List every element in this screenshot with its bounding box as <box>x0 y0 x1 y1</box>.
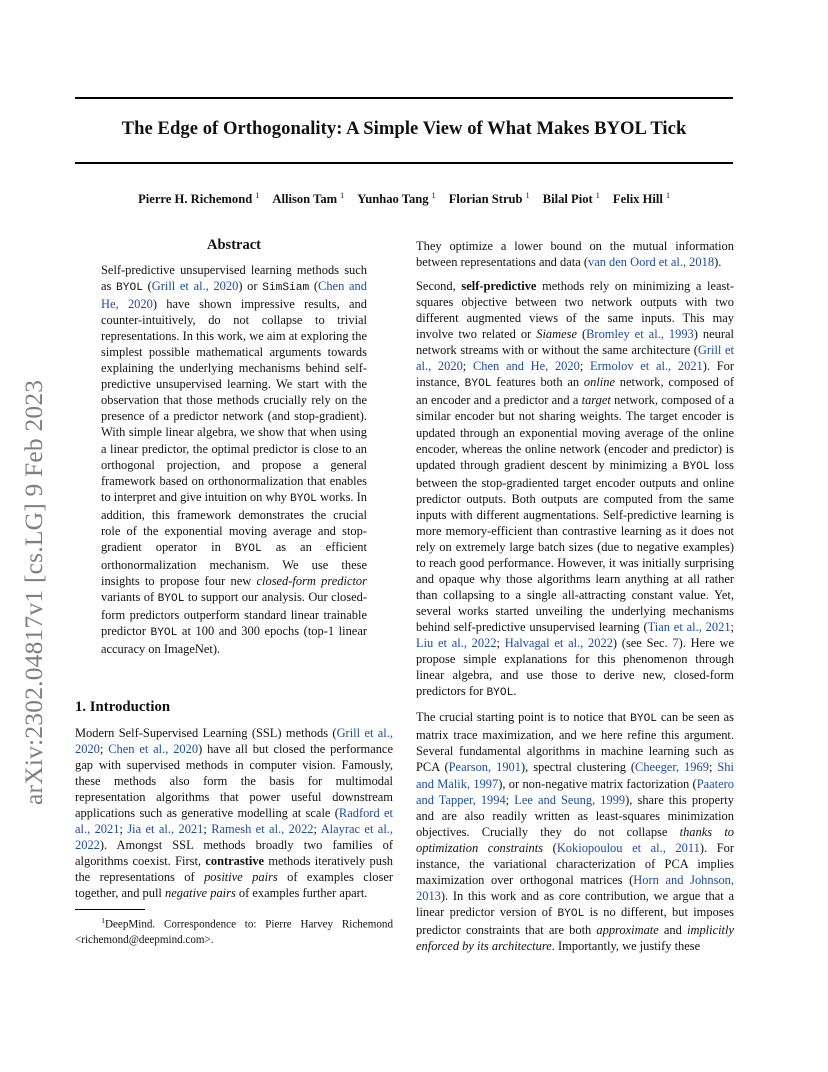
citation-link[interactable]: Lee and Seung, 1999 <box>514 792 626 807</box>
citation-link[interactable]: Chen and He, 2020 <box>472 359 580 374</box>
citation-link[interactable]: Grill et al., 2020 <box>416 343 734 374</box>
citation-link[interactable]: Chen et al., 2020 <box>108 742 199 757</box>
citation-link[interactable]: Ramesh et al., 2022 <box>211 822 314 837</box>
author: Bilal Piot $^1$ <box>542 191 600 207</box>
citation-link[interactable]: Paatero and Tapper, 1994 <box>416 776 734 807</box>
paper-title: The Edge of Orthogonality: A Simple View of What Makes BYOL Tick <box>121 118 687 139</box>
title-rule-bottom <box>75 162 733 164</box>
citation-link[interactable]: Tian et al., 2021 <box>647 620 731 635</box>
citation-link[interactable]: Grill et al., 2020 <box>151 279 239 294</box>
citation-link[interactable]: van den Oord et al., 2018 <box>587 255 715 270</box>
citation-link[interactable]: Cheeger, 1969 <box>635 760 709 775</box>
author-list <box>75 191 733 207</box>
author: Felix Hill $^1$ <box>612 191 670 207</box>
footnote: $^1$DeepMind. Correspondence to: Pierre Harvey Richemond <richemond@deepmind.com>. <box>75 916 393 946</box>
citation-link[interactable]: Bromley et al., 1993 <box>586 327 694 342</box>
citation-link[interactable]: Horn and Johnson, 2013 <box>416 872 734 903</box>
introduction-body: Modern Self-Supervised Learning (SSL) methods (Grill et al., 2020; Chen et al., 2020) have all but closed the performance gap with supervised methods in computer vision. Famously, these methods also form the basis for multimodal representation algorithms that power useful downstream applications such as generative modelling at scale (Radford et al., 2021; Jia et al., 2021; Ramesh et al., 2022; Alayrac et al., 2022). Amongst SSL methods broadly two families of algorithms coexist. First, contrastive methods iteratively push the representations of positive pairs of examples closer together, and pull negative pairs of examples further apart. <box>75 726 394 901</box>
author: Pierre H. Richemond $^1$ <box>138 191 260 207</box>
right-column-body <box>416 238 734 962</box>
citation-link[interactable]: Liu et al., 2022 <box>416 636 497 651</box>
author: Yunhao Tang $^1$ <box>357 191 436 207</box>
citation-link[interactable]: Grill et al., 2020 <box>75 726 393 757</box>
citation-link[interactable]: Pearson, 1901 <box>448 760 521 775</box>
paragraph: They optimize a lower bound on the mutual information between representations and data (van den Oord et al., 2018). <box>416 239 734 270</box>
citation-link[interactable]: Alayrac et al., 2022 <box>75 822 393 853</box>
paragraph: The crucial starting point is to notice that BYOL can be seen as matrix trace maximization, and we here refine this argument. Several fundamental algorithms in machine learning such as PCA (Pearson, 1901), spectral clustering (Cheeger, 1969; Shi and Malik, 1997), or non-negative matrix factorization (Paatero and Tapper, 1994; Lee and Seung, 1999), share this property and are also readily written as least-squares minimization objectives. Crucially they do not collapse thanks to optimization constraints (Kokiopoulou et al., 2011). For instance, the variational characterization of PCA implies maximization over orthogonal matrices (Horn and Johnson, 2013). In this work and as core contribution, we argue that a linear predictor version of BYOL is no different, but imposes predictor constraints that are both approximate and implicitly enforced by its architecture. Importantly, we justify these <box>416 710 734 953</box>
citation-link[interactable]: Radford et al., 2021 <box>75 806 393 837</box>
citation-link[interactable]: Kokiopoulou et al., 2011 <box>556 840 700 855</box>
citation-link[interactable]: Halvagal et al., 2022 <box>504 636 613 651</box>
citation-link[interactable]: Ermolov et al., 2021 <box>590 359 703 374</box>
footnote-rule <box>75 909 145 910</box>
abstract-body: Self-predictive unsupervised learning methods such as BYOL (Grill et al., 2020) or SimSiam (Chen and He, 2020) have shown impressive results, and counter-intuitively, do not collapse to trivial representations. In this work, we aim at exploring the simplest possible mathematical arguments towards explaining the underlying mechanisms behind self-predictive unsupervised learning. We start with the observation that those methods crucially rely on the presence of a predictor network (and stop-gradient). With simple linear algebra, we show that when using a linear predictor, the optimal predictor is close to an orthogonal projection, and propose a general framework based on orthonormalization that enables to interpret and give intuition on why BYOL works. In addition, this framework demonstrates the crucial role of the exponential moving average and stop-gradient operator in BYOL as an efficient orthonormalization mechanism. We use these insights to propose four new closed-form predictor variants of BYOL to support our analysis. Our closed-form predictors outperform standard linear trainable predictor BYOL at 100 and 300 epochs (top-1 linear accuracy on ImageNet). <box>101 263 368 657</box>
section-link[interactable]: 7 <box>672 636 679 651</box>
citation-link[interactable]: Jia et al., 2021 <box>127 822 204 837</box>
citation-link[interactable]: Chen and He, 2020 <box>101 279 367 312</box>
author: Allison Tam $^1$ <box>272 191 345 207</box>
citation-link[interactable]: Shi and Malik, 1997 <box>416 760 734 791</box>
arxiv-stamp: arXiv:2302.04817v1 [cs.LG] 9 Feb 2023 <box>19 379 48 805</box>
author: Florian Strub $^1$ <box>448 191 530 207</box>
title-rule-top <box>75 97 733 99</box>
abstract-heading: Abstract <box>207 237 261 253</box>
paragraph: Second, self-predictive methods rely on minimizing a least-squares objective between two network outputs with two different augmented views of the same inputs. This may involve two related or Siamese (Bromley et al., 1993) neural network streams with or without the same architecture (Grill et al., 2020; Chen and He, 2020; Ermolov et al., 2021). For instance, BYOL features both an online network, composed of an encoder and a predictor and a target network, composed of a similar encoder but not sharing weights. The target encoder is updated through an exponential moving average of the online encoder, whereas the online network (encoder and predictor) is updated through gradient descent by minimizing a BYOL loss between the stop-gradiented target encoder outputs and online predictor outputs. Both outputs are computed from the same inputs with different augmentations. Self-predictive learning is more memory-efficient than contrastive learning as it does not rely on extremely large batch sizes (due to negative examples) to reach good performance. However, it was initially surprising and opaque why those algorithms learn anything at all rather than collapsing to a single all-attracting constant value. Yet, several works started unveiling the underlying mechanisms behind self-predictive unsupervised learning (Tian et al., 2021; Liu et al., 2022; Halvagal et al., 2022) (see Sec. 7). Here we propose simple explanations for this phenomenon through linear algebra, and use those to derive new, closed-form predictors for BYOL. <box>416 279 735 700</box>
section-heading-introduction: 1. Introduction <box>75 699 171 715</box>
